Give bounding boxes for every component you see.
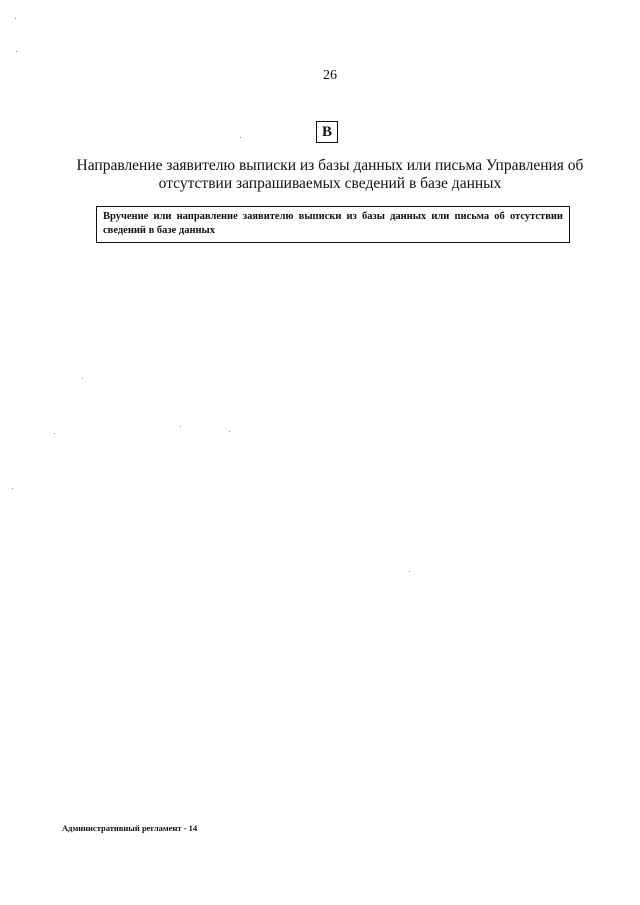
scan-speck: [229, 431, 230, 432]
page-number: 26: [323, 68, 337, 83]
scan-speck: [240, 137, 241, 138]
scan-speck: [54, 433, 55, 434]
section-heading: Направление заявителю выписки из базы данных или письма Управления об отсутствии запрашиваемых сведений в базе данных: [76, 157, 584, 192]
scan-speck: [16, 51, 17, 52]
page-footer: Административный регламент - 14: [62, 823, 198, 833]
scan-speck: [82, 378, 83, 379]
process-step-box: [96, 206, 570, 243]
scan-speck: [180, 426, 181, 427]
section-marker-box: [316, 121, 338, 143]
scan-speck: [12, 488, 13, 489]
scan-speck: [409, 571, 410, 572]
process-step-text: Вручение или направление заявителю выписки из базы данных или письма об отсутствии сведений в базе данных: [103, 211, 563, 236]
section-marker-label: В: [321, 123, 332, 140]
scan-speck: [15, 18, 16, 19]
